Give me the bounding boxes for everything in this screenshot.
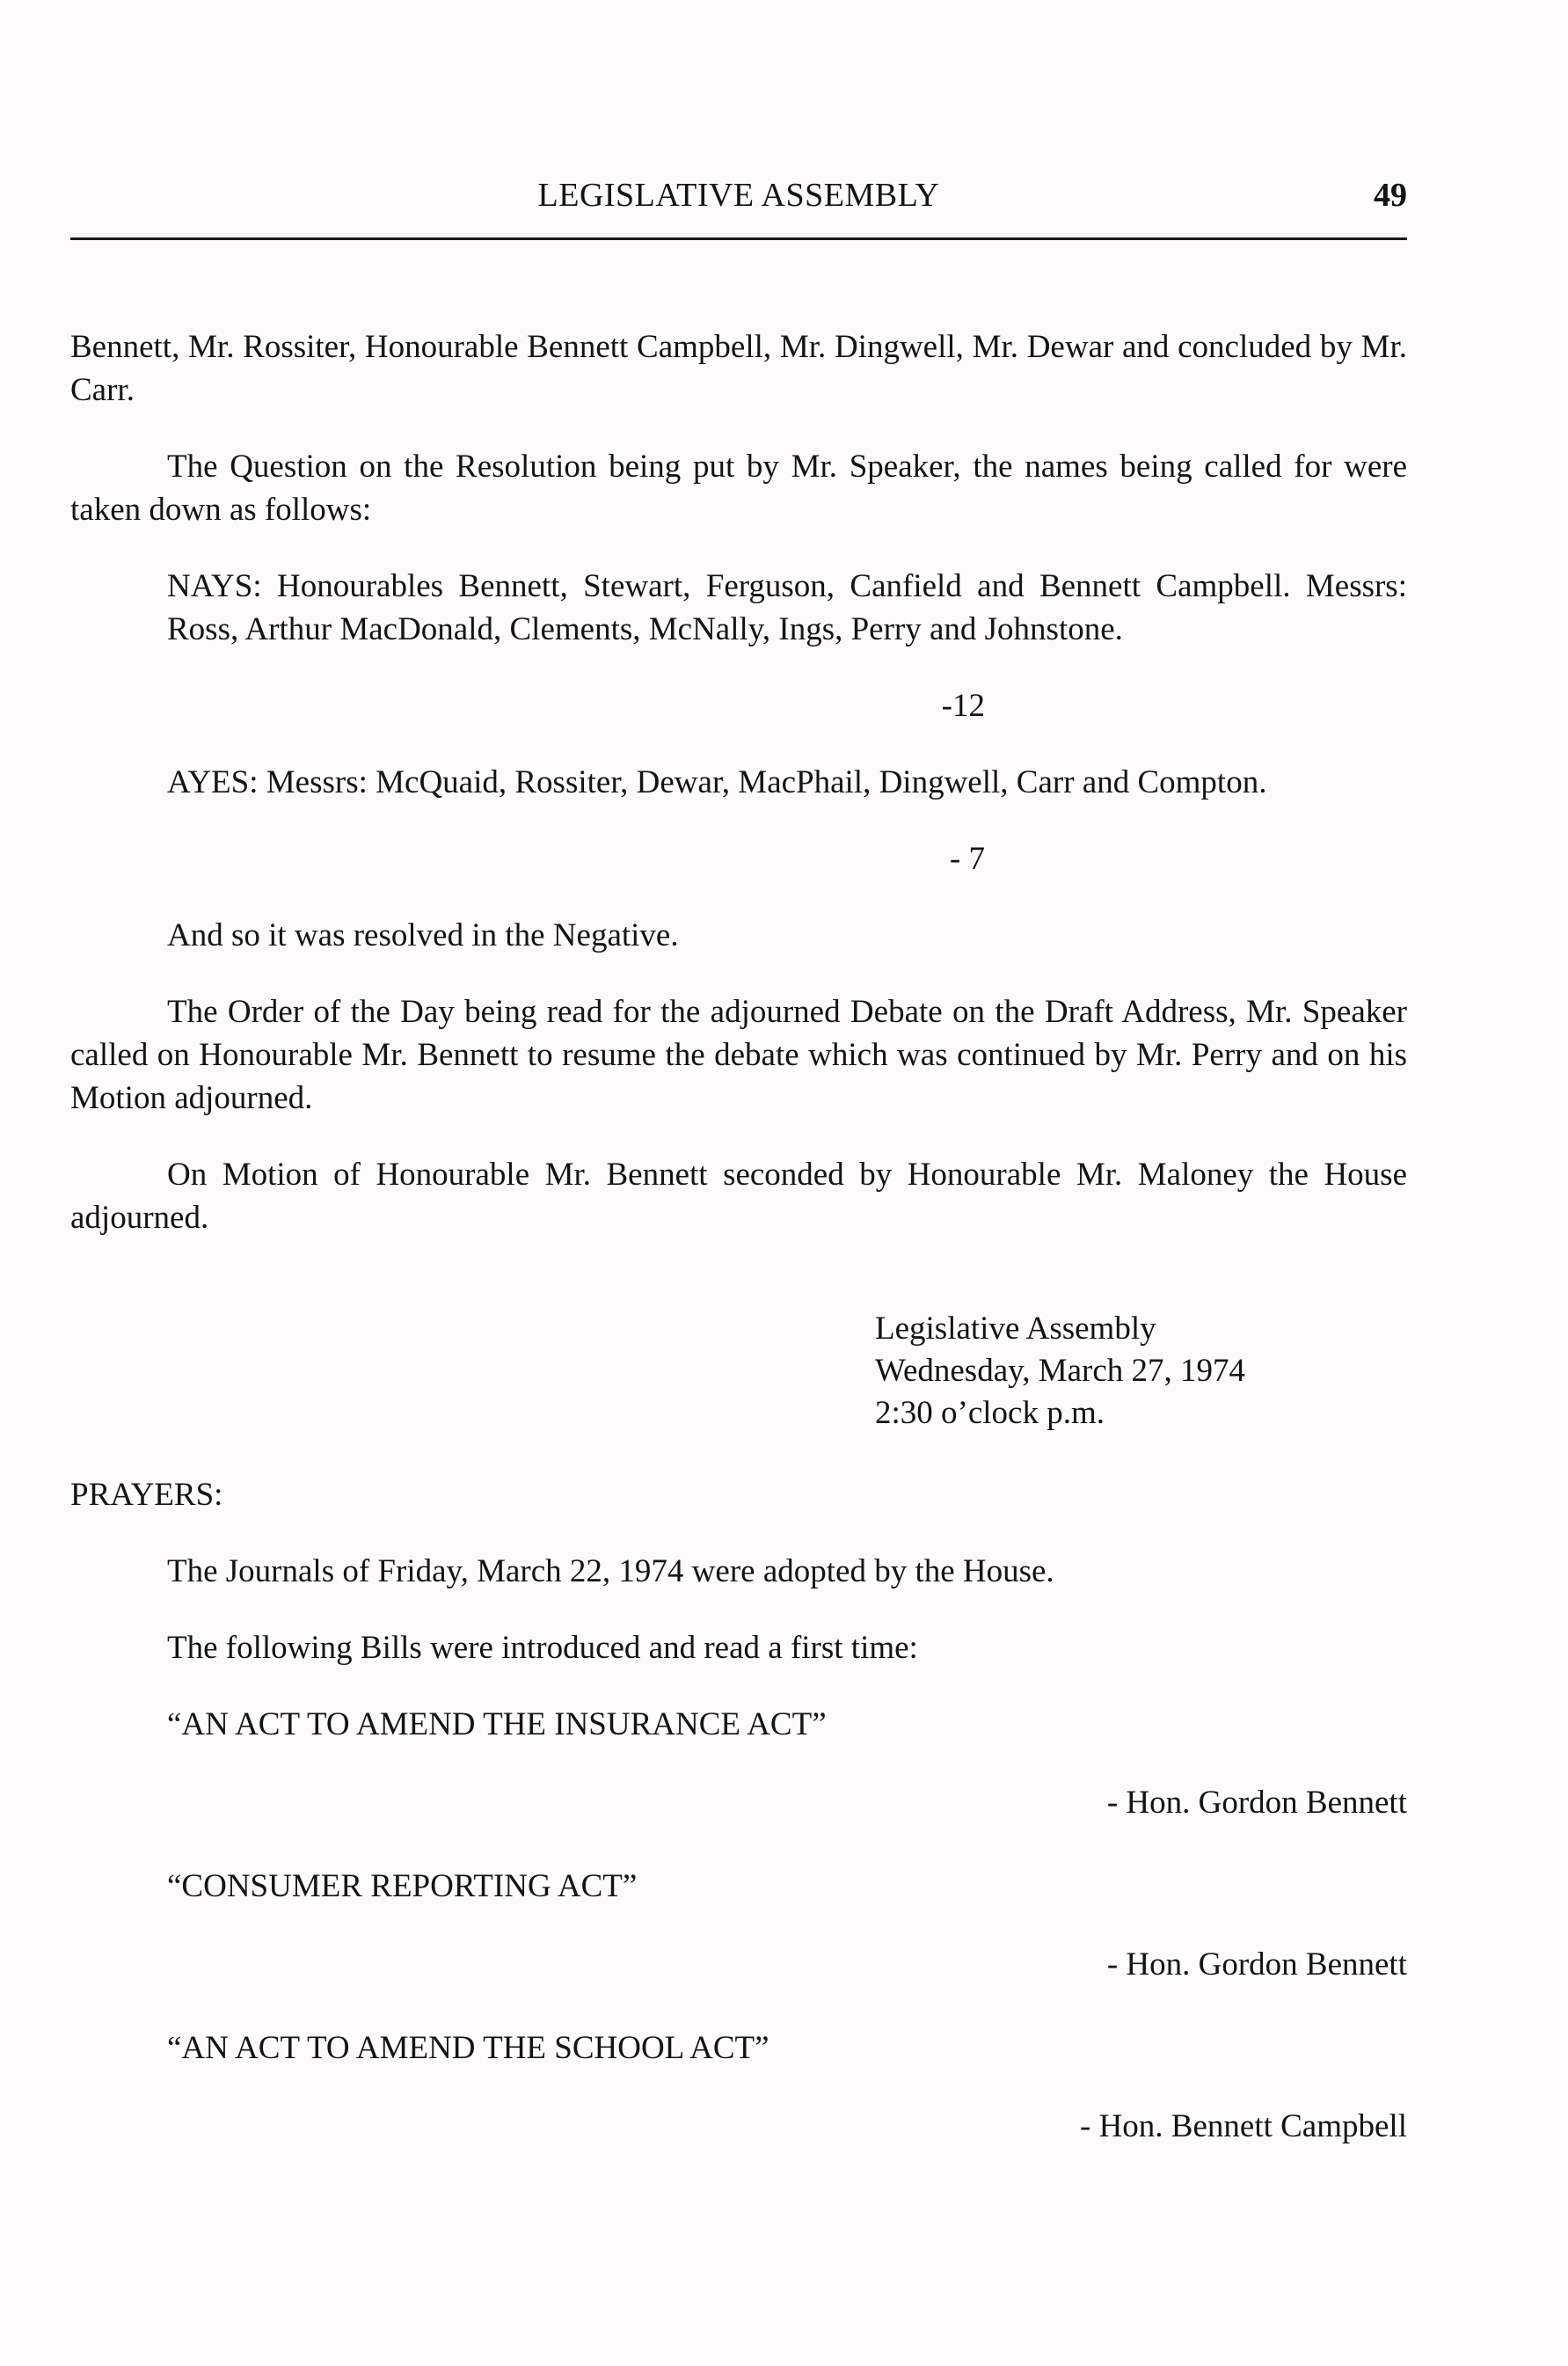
header-rule [70, 237, 1407, 240]
dateline-date: Wednesday, March 27, 1974 [875, 1353, 1246, 1389]
bills-intro: The following Bills were introduced and read a first time: [167, 1630, 918, 1666]
bill-sponsor: - Hon. Gordon Bennett [1106, 1785, 1407, 1821]
nays-list: NAYS: Honourables Bennett, Stewart, Ferguson, Canfield and Bennett Campbell. Messrs: Ross, Arthur MacDonald, Clements, McNally, Ings, Perry and Johnstone. [167, 568, 1407, 647]
order-of-day-paragraph: The Order of the Day being read for the adjourned Debate on the Draft Address, Mr. Speaker called on Honourable Mr. Bennett to resume the debate which was continued by Mr. Perry and on his Motion adjourned. [70, 994, 1407, 1116]
sitting-dateline [875, 1308, 1407, 1435]
bill-entry [70, 1703, 1407, 1824]
adjournment-paragraph: On Motion of Honourable Mr. Bennett seconded by Honourable Mr. Maloney the House adjourned. [70, 1157, 1407, 1236]
ayes-list: AYES: Messrs: McQuaid, Rossiter, Dewar, MacPhail, Dingwell, Carr and Compton. [167, 764, 1267, 800]
document-page [70, 0, 1407, 2366]
ayes-count: - 7 [949, 841, 985, 877]
header-title: LEGISLATIVE ASSEMBLY [537, 177, 940, 214]
resolution-result: And so it was resolved in the Negative. [167, 917, 679, 953]
document-body [70, 325, 1407, 2148]
prayers-heading: PRAYERS: [70, 1477, 223, 1513]
bill-title: “AN ACT TO AMEND THE SCHOOL ACT” [167, 2030, 769, 2066]
journals-paragraph: The Journals of Friday, March 22, 1974 were adopted by the House. [167, 1553, 1054, 1589]
dateline-time: 2:30 o’clock p.m. [875, 1395, 1105, 1431]
bill-title: “AN ACT TO AMEND THE INSURANCE ACT” [167, 1706, 827, 1742]
question-paragraph: The Question on the Resolution being put by Mr. Speaker, the names being called for were taken down as follows: [70, 449, 1407, 528]
bill-entry [70, 2026, 1407, 2148]
bill-sponsor: - Hon. Gordon Bennett [1106, 1946, 1407, 1983]
page-header [70, 176, 1407, 229]
dateline-assembly: Legislative Assembly [875, 1311, 1156, 1347]
bill-title: “CONSUMER REPORTING ACT” [167, 1868, 638, 1904]
nays-count: -12 [941, 688, 985, 724]
bill-sponsor: - Hon. Bennett Campbell [1080, 2108, 1407, 2144]
continued-paragraph: Bennett, Mr. Rossiter, Honourable Bennett Campbell, Mr. Dingwell, Mr. Dewar and concluded by Mr. Carr. [70, 329, 1407, 408]
page-number: 49 [1374, 177, 1407, 214]
bill-entry [70, 1865, 1407, 1986]
